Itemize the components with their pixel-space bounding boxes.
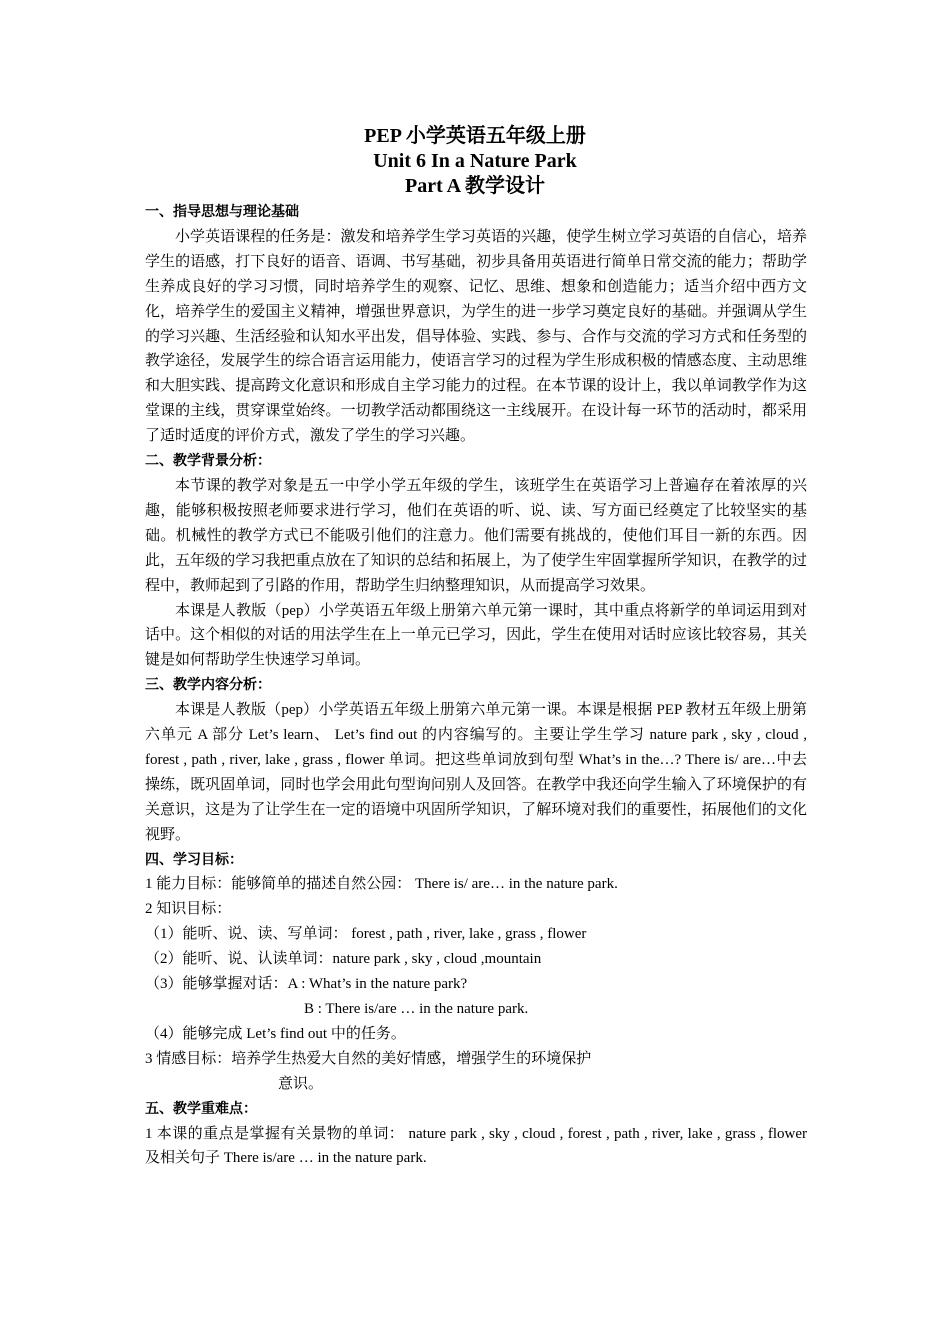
goal-emotion-continued: 意识。 [278, 1075, 324, 1092]
title-line-2: Unit 6 In a Nature Park [373, 150, 577, 172]
section-3-heading: 三、教学内容分析： [145, 677, 271, 694]
goal-knowledge-item-1: （1）能听、说、读、写单词： forest , path , river, lake , grass , flower [145, 926, 587, 943]
document-body [145, 200, 807, 1171]
section-2-heading: 二、教学背景分析： [145, 453, 271, 470]
goal-knowledge: 2 知识目标： [145, 901, 232, 918]
document-title [0, 124, 950, 199]
section-5-heading: 五、教学重难点： [145, 1100, 257, 1117]
goal-knowledge-item-4: （4）能够完成 Let’s find out 中的任务。 [145, 1025, 406, 1042]
section-5-paragraph: 1 本课的重点是掌握有关景物的单词： nature park , sky , cloud , forest , path , river, lake , grass , flower 及相关句子 There is/are … in the nature park. [145, 1125, 807, 1167]
title-line-3: Part A 教学设计 [405, 175, 545, 197]
title-line-1: PEP 小学英语五年级上册 [364, 125, 586, 147]
goal-knowledge-item-3-answer: B : There is/are … in the nature park. [304, 1001, 529, 1017]
goal-emotion: 3 情感目标：培养学生热爱大自然的美好情感，增强学生的环境保护 [145, 1050, 592, 1067]
section-3-paragraph: 本课是人教版（pep）小学英语五年级上册第六单元第一课。本课是根据 PEP 教材五年级上册第六单元 A 部分 Let’s learn、 Let’s find out 的内容编写的。主要让学生学习 nature park , sky , cloud , forest , path , river, lake , grass , flower 单词。把这些单词放到句型 What’s in the…? There is/ are…中去操练，既巩固单词，同时也学会用此句型询问别人及回答。在教学中我还向学生输入了环境保护的有关意识，这是为了让学生在一定的语境中巩固所学知识，了解环境对我们的重要性，拓展他们的文化视野。 [145, 702, 807, 843]
section-1-paragraph: 小学英语课程的任务是：激发和培养学生学习英语的兴趣，使学生树立学习英语的自信心，培养学生的语感，打下良好的语音、语调、书写基础，初步具备用英语进行简单日常交流的能力；帮助学生养成良好的学习习惯，同时培养学生的观察、记忆、思维、想象和创造能力；适当介绍中西方文化，培养学生的爱国主义精神，增强世界意识，为学生的进一步学习奠定良好的基础。并强调从学生的学习兴趣、生活经验和认知水平出发，倡导体验、实践、参与、合作与交流的学习方式和任务型的教学途径，发展学生的综合语言运用能力，使语言学习的过程为学生形成积极的情感态度、主动思维和大胆实践、提高跨文化意识和形成自主学习能力的过程。在本节课的设计上，我以单词教学作为这堂课的主线，贯穿课堂始终。一切教学活动都围绕这一主线展开。在设计每一环节的活动时，都采用了适时适度的评价方式，激发了学生的学习兴趣。 [145, 228, 807, 445]
goal-knowledge-item-3: （3）能够掌握对话：A : What’s in the nature park? [145, 976, 468, 993]
goal-knowledge-item-2: （2）能听、说、认读单词：nature park , sky , cloud ,mountain [145, 951, 542, 968]
section-2-paragraph-1: 本节课的教学对象是五一中学小学五年级的学生，该班学生在英语学习上普遍存在着浓厚的兴趣，能够积极按照老师要求进行学习，他们在英语的听、说、读、写方面已经奠定了比较坚实的基础。机械性的教学方式已不能吸引他们的注意力。他们需要有挑战的，使他们耳目一新的东西。因此，五年级的学习我把重点放在了知识的总结和拓展上，为了使学生牢固掌握所学知识，在教学的过程中，教师起到了引路的作用，帮助学生归纳整理知识，从而提高学习效果。 [145, 477, 807, 594]
section-4-heading: 四、学习目标： [145, 851, 243, 868]
section-1-heading: 一、指导思想与理论基础 [145, 204, 299, 220]
goal-ability: 1 能力目标：能够简单的描述自然公园： There is/ are… in the nature park. [145, 876, 618, 893]
section-2-paragraph-2: 本课是人教版（pep）小学英语五年级上册第六单元第一课时，其中重点将新学的单词运用到对话中。这个相似的对话的用法学生在上一单元已学习，因此，学生在使用对话时应该比较容易，其关键是如何帮助学生快速学习单词。 [145, 602, 807, 669]
